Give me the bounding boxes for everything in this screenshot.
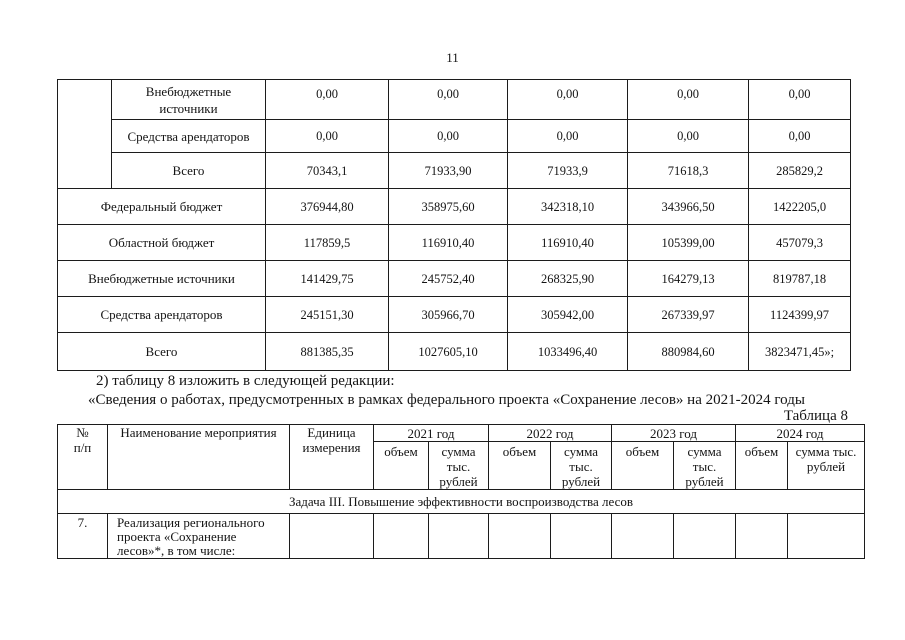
table-row xyxy=(58,261,851,297)
value-cell: 881385,35 xyxy=(266,333,389,371)
header-amount: сумма тыс. рублей xyxy=(551,442,612,490)
value-cell: 71618,3 xyxy=(628,153,749,189)
value-cell: 305942,00 xyxy=(508,297,628,333)
value-cell: 0,00 xyxy=(628,80,749,120)
value-cell: 343966,50 xyxy=(628,189,749,225)
value-cell: 819787,18 xyxy=(749,261,851,297)
value-cell: 1033496,40 xyxy=(508,333,628,371)
value-cell: 245752,40 xyxy=(389,261,508,297)
value-cell: 0,00 xyxy=(749,80,851,120)
value-cell: 285829,2 xyxy=(749,153,851,189)
row-label: Всего xyxy=(172,163,205,178)
table-row xyxy=(58,80,851,120)
value-cell: 342318,10 xyxy=(508,189,628,225)
row-label: Всего xyxy=(58,333,266,371)
header-year: 2023 год xyxy=(612,425,736,442)
table-row xyxy=(58,297,851,333)
value-cell: 164279,13 xyxy=(628,261,749,297)
value-cell: 70343,1 xyxy=(266,153,389,189)
value-cell: 376944,80 xyxy=(266,189,389,225)
merged-blank-cell xyxy=(58,80,112,189)
table-row xyxy=(58,333,851,371)
empty-cell xyxy=(612,514,674,559)
header-volume: объем xyxy=(374,442,429,490)
header-year: 2024 год xyxy=(736,425,865,442)
value-cell: 71933,90 xyxy=(389,153,508,189)
empty-cell xyxy=(788,514,865,559)
value-cell: 0,00 xyxy=(749,120,851,153)
value-cell: 268325,90 xyxy=(508,261,628,297)
value-cell: 116910,40 xyxy=(508,225,628,261)
value-cell: 457079,3 xyxy=(749,225,851,261)
value-cell: 305966,70 xyxy=(389,297,508,333)
value-cell: 0,00 xyxy=(389,120,508,153)
value-cell: 1422205,0 xyxy=(749,189,851,225)
header-volume: объем xyxy=(736,442,788,490)
value-cell: 0,00 xyxy=(266,80,389,120)
table-row xyxy=(58,514,865,559)
header-amount: сумма тыс. рублей xyxy=(788,442,865,490)
row-label-cell xyxy=(112,120,266,153)
table-row xyxy=(58,153,851,189)
works-table xyxy=(57,424,865,559)
section-title: Задача III. Повышение эффективности воспроизводства лесов xyxy=(58,490,865,514)
header-amount: сумма тыс. рублей xyxy=(674,442,736,490)
funding-table xyxy=(57,79,851,371)
row-label: Областной бюджет xyxy=(58,225,266,261)
header-number xyxy=(58,425,108,490)
activity-cell xyxy=(108,514,290,559)
header-volume: объем xyxy=(612,442,674,490)
value-cell: 3823471,45»; xyxy=(749,333,851,371)
table-row xyxy=(58,120,851,153)
instruction-text: 2) таблицу 8 изложить в следующей редакции: xyxy=(96,373,395,389)
value-cell: 117859,5 xyxy=(266,225,389,261)
empty-cell xyxy=(674,514,736,559)
header-year: 2021 год xyxy=(374,425,489,442)
row-label: Федеральный бюджет xyxy=(58,189,266,225)
header-number-sign: № xyxy=(76,425,89,440)
row-label: Средства арендаторов xyxy=(127,128,250,144)
table-row xyxy=(58,189,851,225)
value-cell: 880984,60 xyxy=(628,333,749,371)
table-caption: Таблица 8 xyxy=(783,408,848,424)
activity-text: Реализация регионального проекта «Сохранение лесов»*, в том числе: xyxy=(117,515,265,558)
empty-cell xyxy=(290,514,374,559)
value-cell: 358975,60 xyxy=(389,189,508,225)
value-cell: 71933,9 xyxy=(508,153,628,189)
empty-cell xyxy=(374,514,429,559)
header-amount: сумма тыс. рублей xyxy=(429,442,489,490)
page-number: 11 xyxy=(446,50,459,65)
row-label: Внебюджетные источники xyxy=(58,261,266,297)
value-cell: 1124399,97 xyxy=(749,297,851,333)
value-cell: 245151,30 xyxy=(266,297,389,333)
row-number: 7. xyxy=(58,514,108,559)
section-row xyxy=(58,490,865,514)
value-cell: 0,00 xyxy=(508,120,628,153)
row-label-cell xyxy=(112,153,266,189)
value-cell: 141429,75 xyxy=(266,261,389,297)
value-cell: 0,00 xyxy=(389,80,508,120)
value-cell: 0,00 xyxy=(508,80,628,120)
table-heading: «Сведения о работах, предусмотренных в рамках федерального проекта «Сохранение лесов» на 2021-2024 годы xyxy=(88,392,805,408)
value-cell: 0,00 xyxy=(628,120,749,153)
empty-cell xyxy=(489,514,551,559)
table-row xyxy=(58,225,851,261)
header-year: 2022 год xyxy=(489,425,612,442)
empty-cell xyxy=(736,514,788,559)
header-row xyxy=(58,425,865,442)
value-cell: 267339,97 xyxy=(628,297,749,333)
header-activity: Наименование мероприятия xyxy=(108,425,290,490)
row-label: Внебюджетные источники xyxy=(145,83,232,116)
header-number-sub: п/п xyxy=(73,440,92,455)
value-cell: 0,00 xyxy=(266,120,389,153)
header-volume: объем xyxy=(489,442,551,490)
row-label-cell xyxy=(112,80,266,120)
value-cell: 116910,40 xyxy=(389,225,508,261)
empty-cell xyxy=(551,514,612,559)
value-cell: 105399,00 xyxy=(628,225,749,261)
row-label: Средства арендаторов xyxy=(58,297,266,333)
value-cell: 1027605,10 xyxy=(389,333,508,371)
empty-cell xyxy=(429,514,489,559)
header-unit: Единица измерения xyxy=(290,425,374,490)
